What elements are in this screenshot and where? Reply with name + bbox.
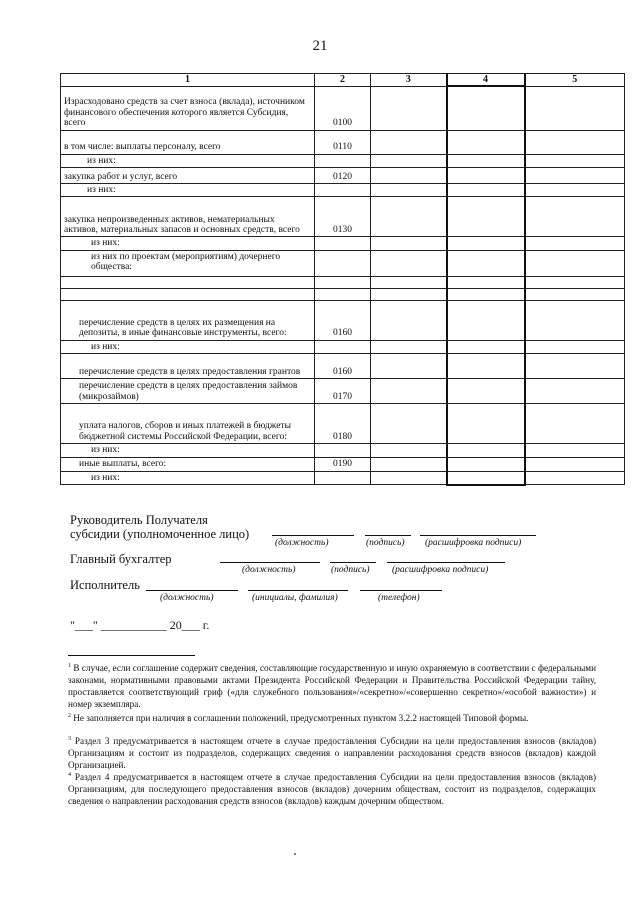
cell [371,444,447,457]
table-row [61,130,625,154]
row-code: 0170 [315,379,371,404]
executor-position-line [146,590,238,591]
row-code: 0130 [315,197,371,237]
row-code: 0160 [315,354,371,379]
table-row [61,197,625,237]
cell [447,288,525,300]
cell [371,354,447,379]
row-label: перечисление средств в целях предоставления грантов [61,354,315,379]
table-row [61,471,625,484]
table-row [61,183,625,196]
row-label: в том числе: выплаты персоналу, всего [61,130,315,154]
cell [371,130,447,154]
accountant-position-caption: (должность) [242,565,296,575]
cell [447,340,525,353]
cell [525,130,625,154]
cell [371,340,447,353]
cell [525,250,625,276]
cell [371,250,447,276]
row-label: иные выплаты, всего: [61,457,315,471]
row-label: из них: [61,340,315,353]
cell [525,288,625,300]
row-code [315,154,371,167]
cell [371,197,447,237]
row-label: из них: [61,237,315,250]
cell [447,183,525,196]
cell [525,457,625,471]
cell [525,340,625,353]
executor-initials-line [248,590,348,591]
table-row [61,457,625,471]
row-label: уплата налогов, сборов и иных платежей в бюджеты бюджетной системы Российской Федерации, всего: [61,404,315,444]
row-code: 0190 [315,457,371,471]
footnote-mark: 2 [68,713,71,719]
cell [525,167,625,183]
header-col-3: 3 [371,74,447,87]
executor-position-caption: (должность) [160,593,214,603]
row-code [315,250,371,276]
head-signature-label: Руководитель Получателя субсидии (уполномоченное лицо) [70,513,250,542]
row-code [315,183,371,196]
table-row [61,404,625,444]
row-label: перечисление средств в целях предоставления займов (микрозаймов) [61,379,315,404]
table-header-row [61,74,625,87]
head-decoding-caption: (расшифровка подписи) [425,538,522,548]
footnote-separator [68,655,195,656]
row-label: из них: [61,154,315,167]
table-row [61,237,625,250]
footnote-mark: 4 [68,772,71,778]
row-label [61,288,315,300]
cell [525,237,625,250]
row-label: Израсходовано средств за счет взноса (вклада), источником финансового обеспечения которого является Субсидия, всего [61,86,315,130]
cell [447,379,525,404]
row-label [61,276,315,288]
cell [371,471,447,484]
cell [447,444,525,457]
table-row [61,250,625,276]
table-row [61,276,625,288]
footnote-3 [68,733,596,771]
accountant-label: Главный бухгалтер [70,552,172,566]
expenses-table [60,73,625,486]
cell [447,404,525,444]
cell [525,444,625,457]
row-label: из них: [61,183,315,196]
head-decoding-line [420,535,536,536]
page-number: 21 [312,38,328,54]
footnote-text: В случае, если соглашение содержит сведения, составляющие государственную и иную охраняемую в соответствии с федеральными законами, нормативными правовыми актами Президента Российской Федерации и Правительства Российской Федерации тайну, проставляется соответствующий гриф («для служебного пользования»/«секретно»/«совершенно секретно»/«особой важности») и номер экземпляра. [68,663,596,710]
accountant-signature-caption: (подпись) [331,565,370,575]
scan-speck [294,853,296,855]
head-signature-line [365,535,411,536]
cell [371,183,447,196]
executor-initials-caption: (инициалы, фамилия) [252,593,338,603]
cell [371,154,447,167]
accountant-decoding-caption: (расшифровка подписи) [392,565,489,575]
cell [371,457,447,471]
cell [447,197,525,237]
cell [447,167,525,183]
cell [371,300,447,340]
cell [525,300,625,340]
row-label: перечисление средств в целях их размещения на депозиты, в иные финансовые инструменты, всего: [61,300,315,340]
cell [447,276,525,288]
row-code [315,340,371,353]
accountant-decoding-line [387,562,505,563]
header-col-4: 4 [447,74,525,87]
cell [371,237,447,250]
cell [371,404,447,444]
date-line: "___" ___________ 20___ г. [70,618,210,632]
cell [525,354,625,379]
head-position-line [272,535,354,536]
cell [447,354,525,379]
cell [525,276,625,288]
row-code [315,276,371,288]
footnote-text: Раздел 3 предусматривается в настоящем отчете в случае предоставления Субсидии на цели предоставления взносов (вкладов) Организациям и состоит из подразделов, содержащих сведения о направлении расходования средств взносов (вкладов) каждой Организацией. [68,736,597,771]
header-col-5: 5 [525,74,625,87]
cell [525,197,625,237]
row-label: из них: [61,471,315,484]
cell [525,154,625,167]
table-row [61,379,625,404]
head-signature-caption: (подпись) [366,538,405,548]
accountant-signature-line [330,562,376,563]
cell [447,250,525,276]
cell [371,167,447,183]
footnote-mark: 3 [68,736,71,742]
cell [525,404,625,444]
table-row [61,288,625,300]
header-col-2: 2 [315,74,371,87]
cell [447,300,525,340]
cell [371,276,447,288]
cell [447,457,525,471]
executor-label: Исполнитель [70,578,140,592]
row-code: 0100 [315,86,371,130]
cell [447,130,525,154]
table-row [61,154,625,167]
row-code [315,237,371,250]
footnote-text: Раздел 4 предусматривается в настоящем отчете в случае предоставления Субсидии на цели предоставления взносов (вкладов) Организациям, для последующего предоставления взносов (вкладов) дочерним обществам, состоит из подразделов, содержащих сведения о направлении расходования средств взносов (вкладов) каждым дочерним обществом. [68,772,597,807]
footnote-1 [68,660,596,710]
cell [525,86,625,130]
table-row [61,167,625,183]
footnote-2 [68,710,596,724]
cell [371,288,447,300]
cell [525,471,625,484]
row-label: закупка работ и услуг, всего [61,167,315,183]
row-code: 0160 [315,300,371,340]
table-row [61,354,625,379]
executor-phone-caption: (телефон) [378,593,420,603]
row-label: из них: [61,444,315,457]
header-col-1: 1 [61,74,315,87]
row-code [315,471,371,484]
row-code [315,288,371,300]
table-row [61,300,625,340]
accountant-position-line [220,562,320,563]
row-code: 0120 [315,167,371,183]
table-row [61,86,625,130]
row-label: закупка непроизведенных активов, нематериальных активов, материальных запасов и основных средств, всего [61,197,315,237]
footnote-mark: 1 [68,663,71,669]
cell [525,183,625,196]
row-code: 0180 [315,404,371,444]
row-label: из них по проектам (мероприятиям) дочернего общества: [61,250,315,276]
cell [447,471,525,484]
footnote-4 [68,769,596,807]
cell [371,86,447,130]
cell [525,379,625,404]
table-row [61,340,625,353]
executor-phone-line [360,590,442,591]
row-code: 0110 [315,130,371,154]
table-row [61,444,625,457]
cell [371,379,447,404]
head-position-caption: (должность) [275,538,329,548]
row-code [315,444,371,457]
cell [447,86,525,130]
cell [447,154,525,167]
footnote-text: Не заполняется при наличия в соглашении положений, предусмотренных пунктом 3.2.2 настоящей Типовой формы. [73,713,529,724]
cell [447,237,525,250]
